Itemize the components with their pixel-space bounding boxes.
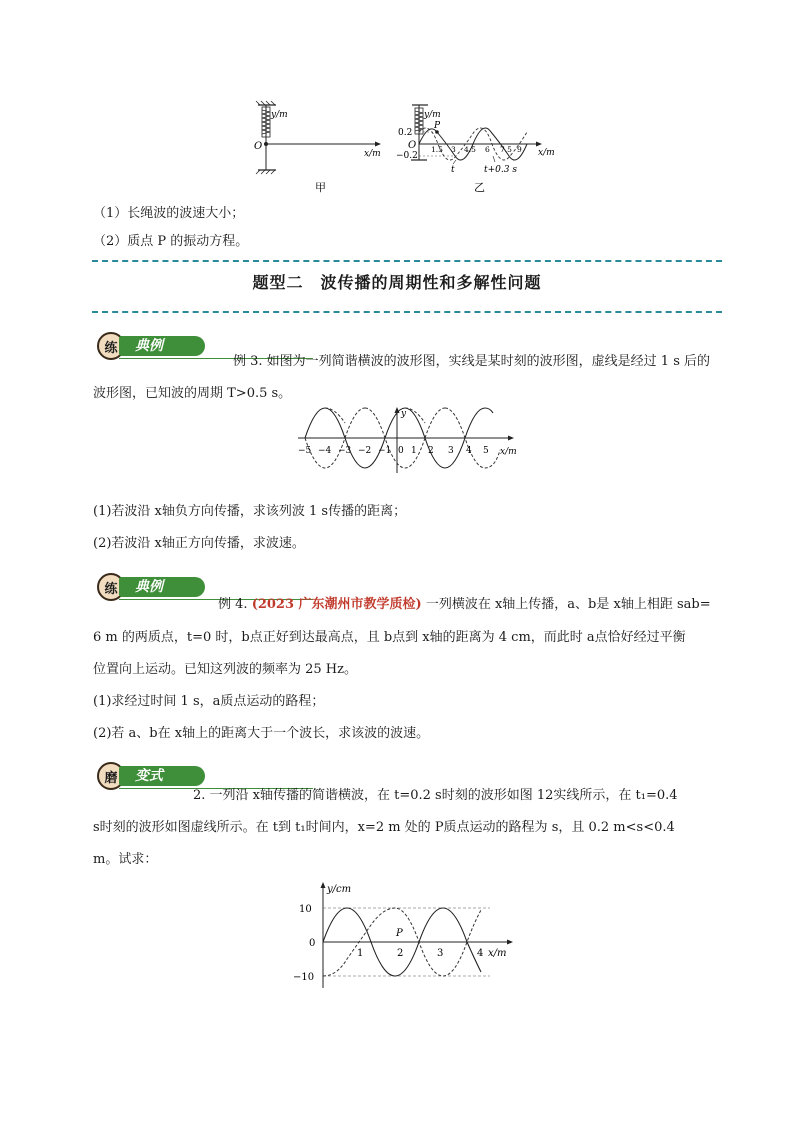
var2-x-tick: 4: [477, 948, 484, 959]
jia-caption: 甲: [315, 181, 326, 194]
ex4-source: (2023 广东潮州市教学质检): [251, 597, 422, 612]
badge-circle: 磨: [97, 762, 125, 790]
ex4-prefix: 例 4.: [218, 597, 248, 612]
ex4-line2: 6 m 的两质点，t=0 时，b点正好到达最高点，且 b点到 x轴的距离为 4 cm，而此时 a点恰好经过平衡: [93, 630, 686, 645]
yi-y-label: y/m: [424, 110, 441, 120]
yi-x-tick: 3: [451, 145, 456, 154]
ex3-x-tick: 2: [428, 446, 434, 456]
ex3-x-tick: −5: [298, 446, 312, 456]
var2-x-tick: 3: [437, 948, 444, 959]
yi-x-tick: 7.5: [500, 145, 512, 154]
var2-line2: s时刻的波形如图虚线所示。在 t到 t₁时间内，x=2 m 处的 P质点运动的路程为 s，且 0.2 m<s<0.4: [93, 820, 675, 835]
yi-y-tick-top: 0.2: [398, 128, 413, 138]
var2-x-label: x/m: [488, 948, 507, 959]
yi-x-tick: 4.5: [464, 145, 476, 154]
yi-curve-label-t: t: [451, 165, 455, 175]
yi-caption: 乙: [474, 181, 485, 194]
yi-point-p: P: [434, 121, 441, 131]
ex3-line1: 例 3. 如图为一列简谐横波的波形图，实线是某时刻的波形图，虚线是经过 1 s 后的: [233, 354, 711, 369]
yi-origin: O: [408, 140, 417, 151]
variant-badge: [97, 763, 317, 789]
yi-x-tick: 1.5: [431, 145, 443, 154]
ex3-x-tick: 5: [483, 446, 489, 456]
ex3-wave-figure: [290, 405, 530, 475]
ex3-question-2: (2)若波沿 x轴正方向传播，求波速。: [93, 536, 305, 551]
figure-yi: [396, 100, 566, 195]
section-divider-bottom: [92, 311, 722, 313]
prev-question-2: （2）质点 P 的振动方程。: [93, 234, 249, 249]
ex3-x-tick: −3: [338, 446, 352, 456]
ex3-x-tick: −4: [318, 446, 332, 456]
ex3-x-tick: 0: [398, 446, 404, 456]
ex3-x-tick: −2: [358, 446, 372, 456]
ex4-line3: 位置向上运动。已知这列波的频率为 25 Hz。: [93, 662, 357, 677]
badge-circle: 练: [97, 573, 125, 601]
yi-y-tick-bottom: −0.2: [396, 151, 418, 161]
yi-curve-label-t03: t+0.3 s: [484, 165, 517, 175]
ex3-x-tick: 1: [411, 446, 417, 456]
badge-label: 典例: [119, 577, 205, 597]
ex3-x-tick: 4: [466, 446, 472, 456]
jia-y-label: y/m: [271, 110, 288, 120]
jia-origin: O: [254, 141, 263, 152]
ex4-line1-rest: 一列横波在 x轴上传播，a、b是 x轴上相距 sab=: [425, 597, 711, 612]
yi-x-tick: 9: [517, 145, 522, 154]
ex4-question-1: (1)求经过时间 1 s，a质点运动的路程；: [93, 694, 325, 709]
badge-label: 变式: [119, 766, 205, 786]
prev-question-1: （1）长绳波的波速大小；: [93, 206, 245, 221]
var2-y-label: y/cm: [327, 884, 352, 895]
section-divider-top: [92, 260, 722, 262]
var2-x-tick: 2: [397, 948, 404, 959]
ex4-question-2: (2)若 a、b在 x轴上的距离大于一个波长，求该波的波速。: [93, 726, 430, 741]
ex3-line2: 波形图，已知波的周期 T>0.5 s。: [93, 386, 292, 401]
ex3-x-tick: −1: [378, 446, 392, 456]
section-title: 题型二 波传播的周期性和多解性问题: [252, 273, 542, 292]
var2-y-tick-0: 0: [309, 938, 316, 949]
yi-x-tick: 6: [485, 145, 490, 154]
figure-jia: [240, 100, 390, 195]
yi-x-label: x/m: [538, 148, 555, 158]
var2-line3: m。试求：: [93, 852, 158, 867]
ex3-x-label: x/m: [500, 447, 517, 457]
ex3-y-label: y: [401, 409, 407, 419]
badge-label: 典例: [119, 336, 205, 356]
var2-y-tick-neg10: −10: [293, 972, 315, 983]
var2-point-p: P: [396, 928, 403, 939]
ex3-question-1: (1)若波沿 x轴负方向传播，求该列波 1 s传播的距离；: [93, 504, 407, 519]
jia-x-label: x/m: [364, 149, 381, 159]
var2-x-tick: 1: [357, 948, 364, 959]
var2-y-tick-10: 10: [299, 904, 312, 915]
ex3-x-tick: 3: [448, 446, 454, 456]
var2-line1: 2. 一列沿 x轴传播的简谐横波，在 t=0.2 s时刻的波形如图 12实线所示，在 t₁=0.4: [193, 788, 678, 803]
ex4-line1: [218, 596, 711, 614]
badge-circle: 练: [97, 332, 125, 360]
var2-wave-figure: [285, 880, 525, 990]
